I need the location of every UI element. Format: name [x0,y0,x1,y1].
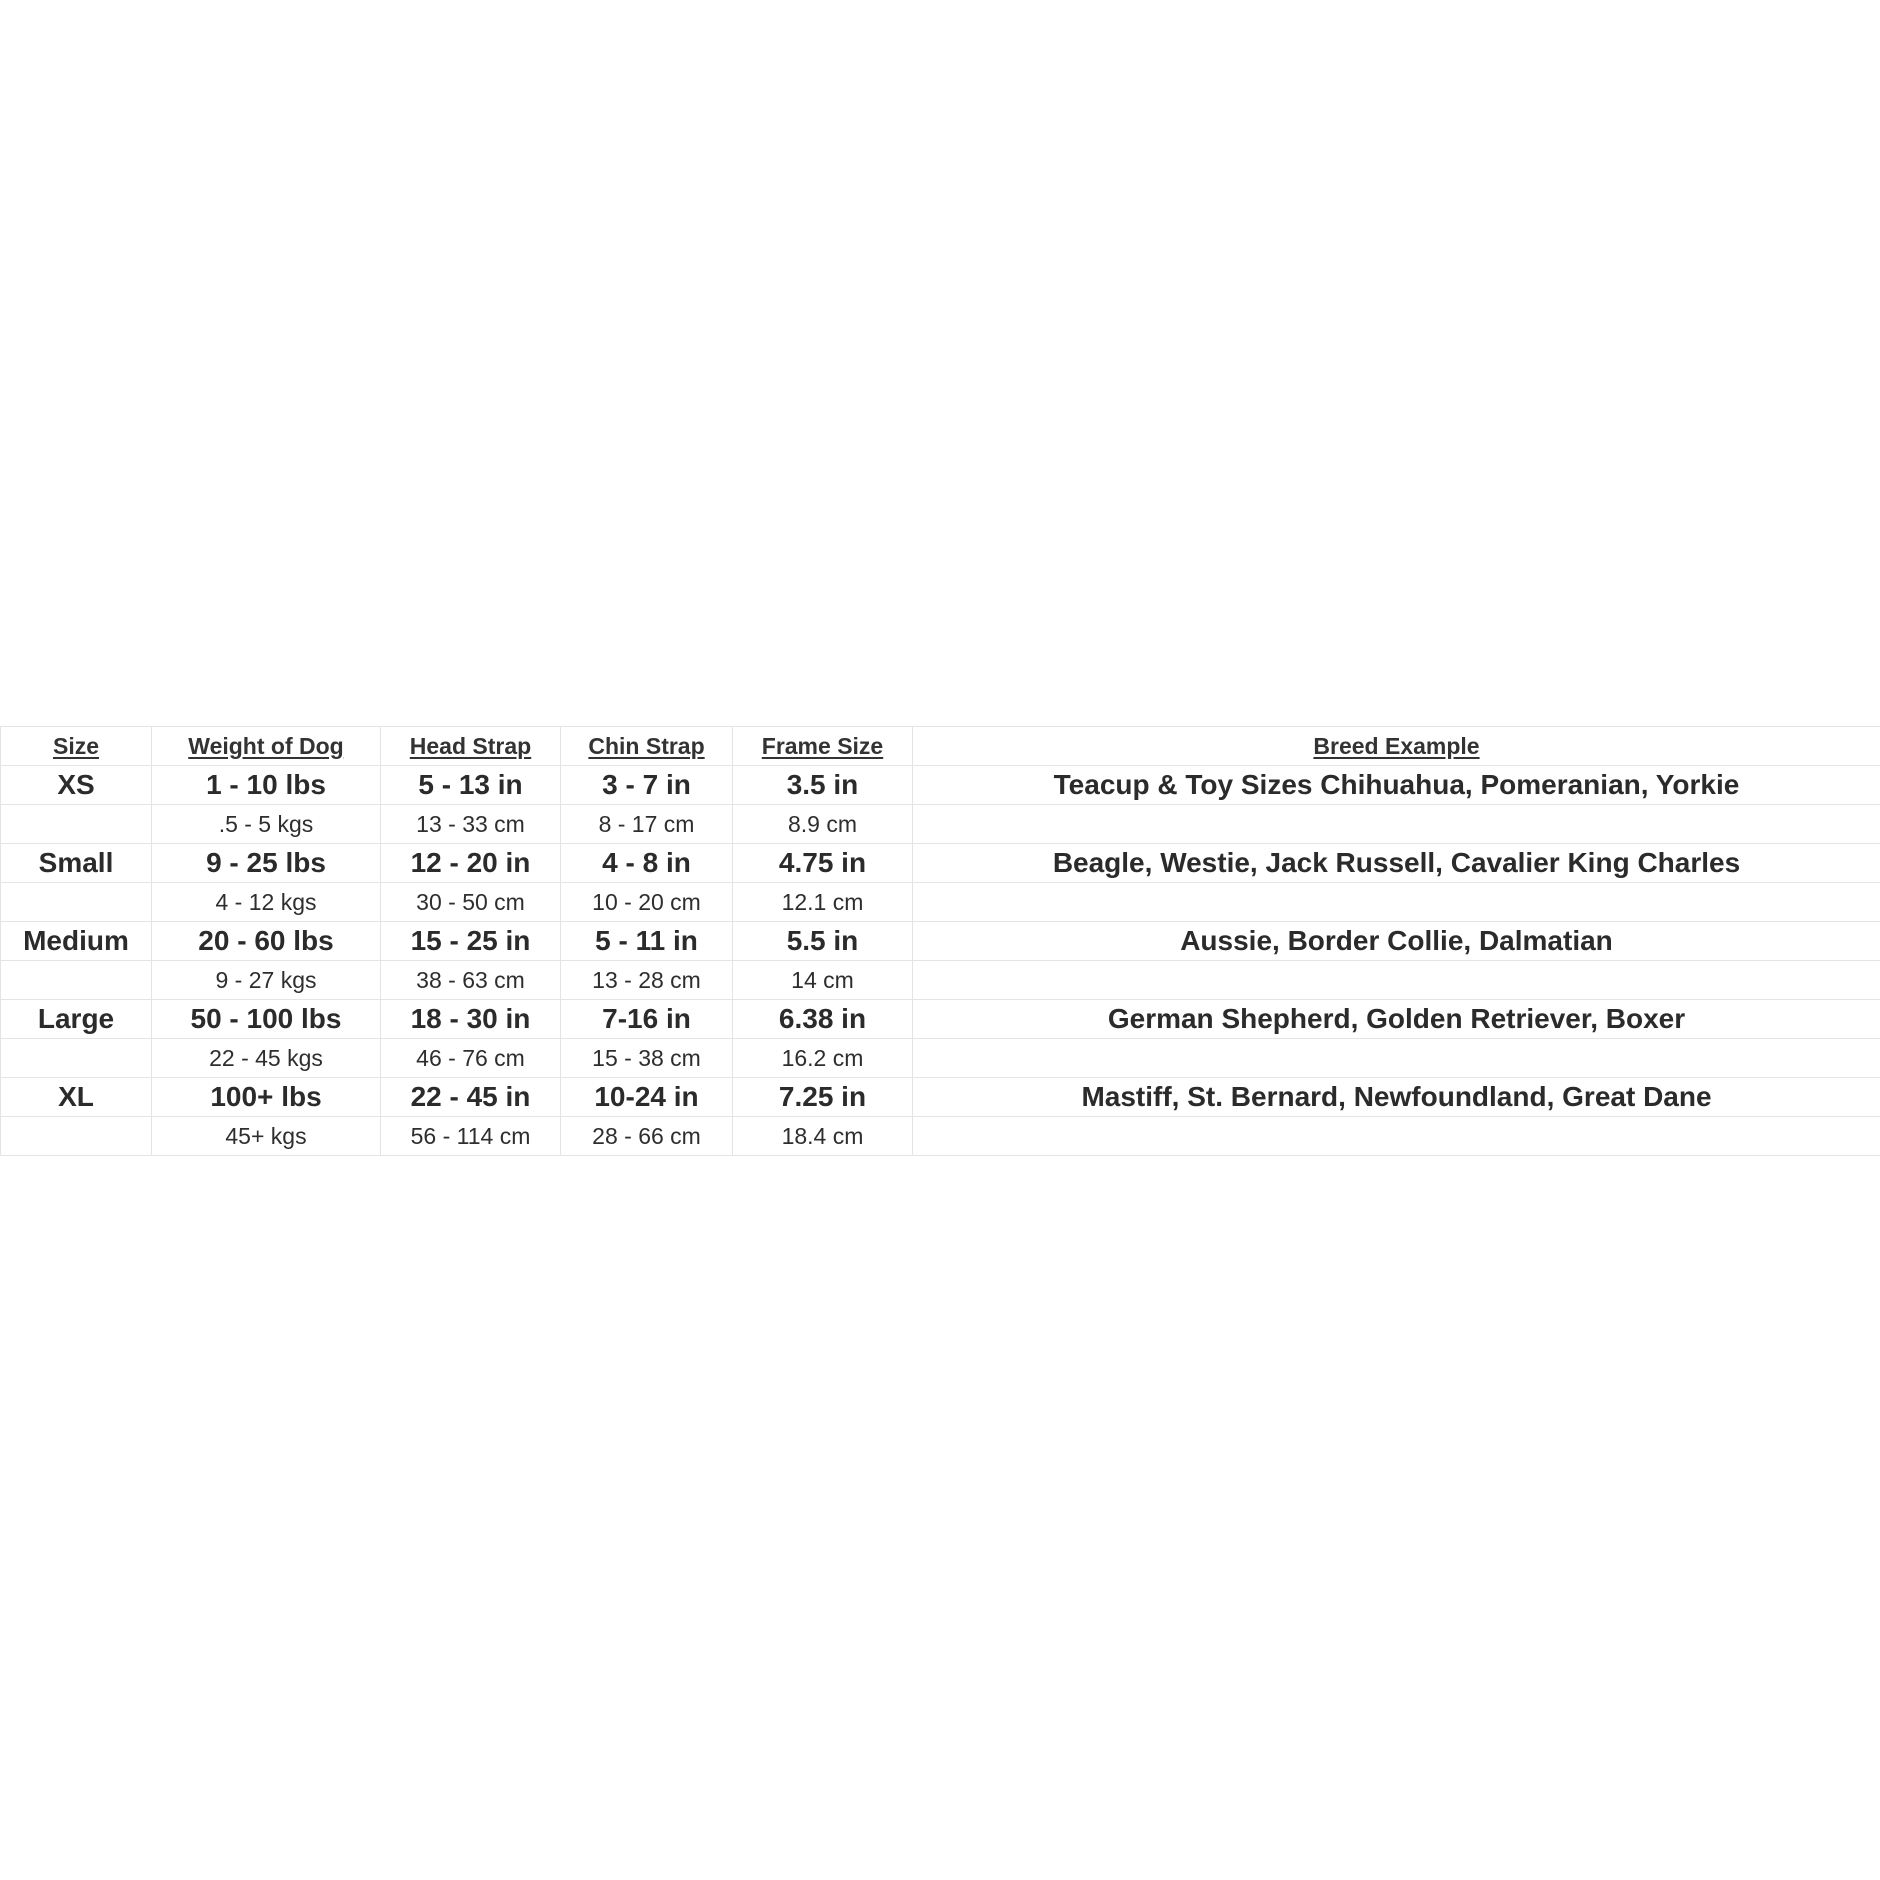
chin-strap-metric-cell: 10 - 20 cm [561,883,733,922]
empty-cell [1,1117,152,1156]
frame-size-cell: 6.38 in [733,1000,913,1039]
breed-cell: Mastiff, St. Bernard, Newfoundland, Great Dane [913,1078,1880,1117]
table-row [1,766,1880,805]
head-strap-metric-cell: 46 - 76 cm [381,1039,561,1078]
table-row [1,1078,1880,1117]
head-strap-cell: 5 - 13 in [381,766,561,805]
header-chin-strap: Chin Strap [561,727,733,766]
head-strap-cell: 18 - 30 in [381,1000,561,1039]
empty-cell [913,1117,1880,1156]
weight-metric-cell: 22 - 45 kgs [152,1039,381,1078]
frame-size-cell: 3.5 in [733,766,913,805]
metric-row [1,961,1880,1000]
breed-cell: Beagle, Westie, Jack Russell, Cavalier King Charles [913,844,1880,883]
weight-cell: 9 - 25 lbs [152,844,381,883]
chin-strap-metric-cell: 15 - 38 cm [561,1039,733,1078]
header-frame-size: Frame Size [733,727,913,766]
header-head-strap: Head Strap [381,727,561,766]
frame-size-metric-cell: 14 cm [733,961,913,1000]
size-chart-table [0,726,1880,1156]
size-cell: XS [1,766,152,805]
metric-row [1,1117,1880,1156]
table-row [1,1000,1880,1039]
frame-size-metric-cell: 12.1 cm [733,883,913,922]
weight-metric-cell: .5 - 5 kgs [152,805,381,844]
header-weight: Weight of Dog [152,727,381,766]
chin-strap-cell: 10-24 in [561,1078,733,1117]
metric-row [1,883,1880,922]
frame-size-metric-cell: 18.4 cm [733,1117,913,1156]
empty-cell [1,883,152,922]
size-chart-container [0,726,1880,1156]
metric-row [1,805,1880,844]
empty-cell [1,805,152,844]
chin-strap-cell: 7-16 in [561,1000,733,1039]
table-row [1,844,1880,883]
empty-cell [913,1039,1880,1078]
head-strap-cell: 15 - 25 in [381,922,561,961]
empty-cell [913,805,1880,844]
size-cell: XL [1,1078,152,1117]
chin-strap-cell: 3 - 7 in [561,766,733,805]
empty-cell [913,883,1880,922]
header-size: Size [1,727,152,766]
chin-strap-cell: 5 - 11 in [561,922,733,961]
head-strap-cell: 22 - 45 in [381,1078,561,1117]
chin-strap-metric-cell: 13 - 28 cm [561,961,733,1000]
weight-cell: 50 - 100 lbs [152,1000,381,1039]
weight-metric-cell: 4 - 12 kgs [152,883,381,922]
head-strap-metric-cell: 30 - 50 cm [381,883,561,922]
frame-size-cell: 5.5 in [733,922,913,961]
header-row [1,727,1880,766]
chin-strap-cell: 4 - 8 in [561,844,733,883]
breed-cell: Aussie, Border Collie, Dalmatian [913,922,1880,961]
size-cell: Large [1,1000,152,1039]
empty-cell [913,961,1880,1000]
chin-strap-metric-cell: 8 - 17 cm [561,805,733,844]
weight-metric-cell: 9 - 27 kgs [152,961,381,1000]
table-row [1,922,1880,961]
empty-cell [1,1039,152,1078]
frame-size-metric-cell: 8.9 cm [733,805,913,844]
weight-metric-cell: 45+ kgs [152,1117,381,1156]
breed-cell: Teacup & Toy Sizes Chihuahua, Pomeranian, Yorkie [913,766,1880,805]
frame-size-cell: 4.75 in [733,844,913,883]
frame-size-cell: 7.25 in [733,1078,913,1117]
weight-cell: 20 - 60 lbs [152,922,381,961]
size-cell: Medium [1,922,152,961]
weight-cell: 100+ lbs [152,1078,381,1117]
header-breed-example: Breed Example [913,727,1880,766]
breed-cell: German Shepherd, Golden Retriever, Boxer [913,1000,1880,1039]
empty-cell [1,961,152,1000]
head-strap-metric-cell: 13 - 33 cm [381,805,561,844]
weight-cell: 1 - 10 lbs [152,766,381,805]
frame-size-metric-cell: 16.2 cm [733,1039,913,1078]
chin-strap-metric-cell: 28 - 66 cm [561,1117,733,1156]
size-cell: Small [1,844,152,883]
metric-row [1,1039,1880,1078]
head-strap-metric-cell: 38 - 63 cm [381,961,561,1000]
head-strap-cell: 12 - 20 in [381,844,561,883]
head-strap-metric-cell: 56 - 114 cm [381,1117,561,1156]
